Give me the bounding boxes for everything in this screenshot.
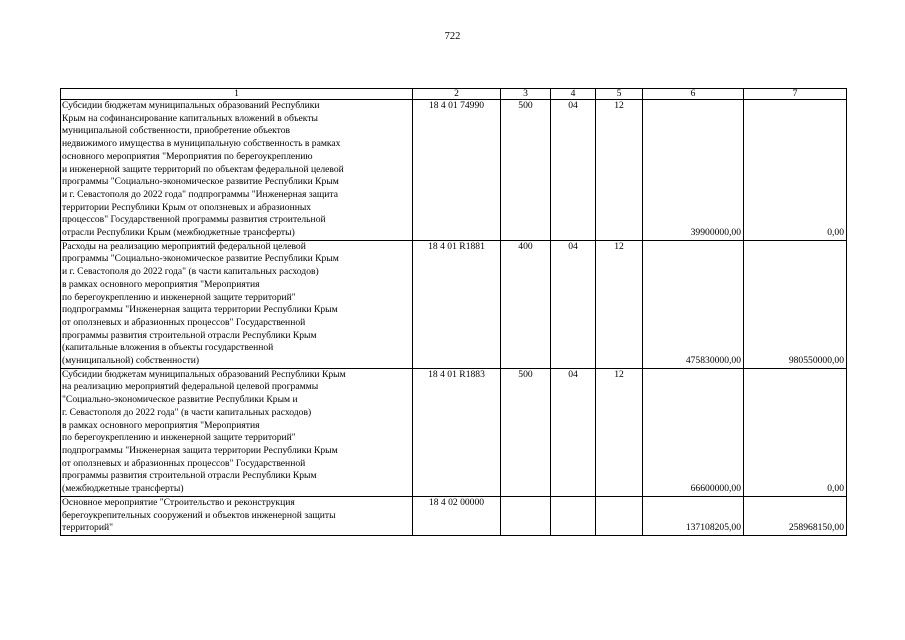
row-subsection bbox=[596, 496, 643, 535]
column-header-7: 7 bbox=[744, 89, 847, 100]
budget-table bbox=[60, 88, 847, 536]
row-amount-2: 258968150,00 bbox=[744, 496, 847, 535]
row-section: 04 bbox=[551, 240, 596, 368]
row-description: Основное мероприятие "Строительство и реконструкция берегоукрепительных сооружений и объектов инженерной защиты территорий" bbox=[61, 496, 413, 535]
row-amount-2: 980550000,00 bbox=[744, 240, 847, 368]
row-amount-1: 475830000,00 bbox=[643, 240, 744, 368]
row-code: 18 4 01 R1881 bbox=[413, 240, 501, 368]
row-code: 18 4 01 74990 bbox=[413, 100, 501, 241]
row-expense-type: 500 bbox=[501, 368, 551, 496]
row-amount-2: 0,00 bbox=[744, 100, 847, 241]
column-header-4: 4 bbox=[551, 89, 596, 100]
row-section bbox=[551, 496, 596, 535]
row-expense-type: 500 bbox=[501, 100, 551, 241]
row-amount-2: 0,00 bbox=[744, 368, 847, 496]
table-header-row bbox=[61, 89, 847, 100]
row-code: 18 4 02 00000 bbox=[413, 496, 501, 535]
row-section: 04 bbox=[551, 368, 596, 496]
page-number: 722 bbox=[444, 31, 461, 42]
row-code: 18 4 01 R1883 bbox=[413, 368, 501, 496]
row-description: Субсидии бюджетам муниципальных образований Республики Крым на софинансирование капитальных вложений в объекты муниципальной собственности, приобретение объектов недвижимого имущества в муниципальную собственность в рамках основного мероприятия "Мероприятия по берегоукреплению и инженерной защите территорий по объектам федеральной целевой программы "Социально-экономическое развитие Республики Крым и г. Севастополя до 2022 года" подпрограммы "Инженерная защита территории Республики Крым от оползневых и абразионных процессов" Государственной программы развития строительной отрасли Республики Крым (межбюджетные трансферты) bbox=[61, 100, 413, 241]
row-subsection: 12 bbox=[596, 100, 643, 241]
row-expense-type: 400 bbox=[501, 240, 551, 368]
column-header-3: 3 bbox=[501, 89, 551, 100]
column-header-1: 1 bbox=[61, 89, 413, 100]
row-expense-type bbox=[501, 496, 551, 535]
row-description: Расходы на реализацию мероприятий федеральной целевой программы "Социально-экономическое развитие Республики Крым и г. Севастополя до 2022 года" (в части капитальных расходов) в рамках основного мероприятия "Мероприятия по берегоукреплению и инженерной защите территорий" подпрограммы "Инженерная защита территории Республики Крым от оползневых и абразионных процессов" Государственной программы развития строительной отрасли Республики Крым (капитальные вложения в объекты государственной (муниципальной) собственности) bbox=[61, 240, 413, 368]
row-subsection: 12 bbox=[596, 240, 643, 368]
table-row bbox=[61, 496, 847, 535]
column-header-6: 6 bbox=[643, 89, 744, 100]
table-row bbox=[61, 368, 847, 496]
row-description: Субсидии бюджетам муниципальных образований Республики Крым на реализацию мероприятий федеральной целевой программы "Социально-экономическое развитие Республики Крым и г. Севастополя до 2022 года" (в части капитальных расходов) в рамках основного мероприятия "Мероприятия по берегоукреплению и инженерной защите территорий" подпрограммы "Инженерная защита территории Республики Крым от оползневых и абразионных процессов" Государственной программы развития строительной отрасли Республики Крым (межбюджетные трансферты) bbox=[61, 368, 413, 496]
row-amount-1: 137108205,00 bbox=[643, 496, 744, 535]
column-header-5: 5 bbox=[596, 89, 643, 100]
row-amount-1: 66600000,00 bbox=[643, 368, 744, 496]
table-row bbox=[61, 240, 847, 368]
table-row bbox=[61, 100, 847, 241]
row-section: 04 bbox=[551, 100, 596, 241]
row-subsection: 12 bbox=[596, 368, 643, 496]
column-header-2: 2 bbox=[413, 89, 501, 100]
row-amount-1: 39900000,00 bbox=[643, 100, 744, 241]
